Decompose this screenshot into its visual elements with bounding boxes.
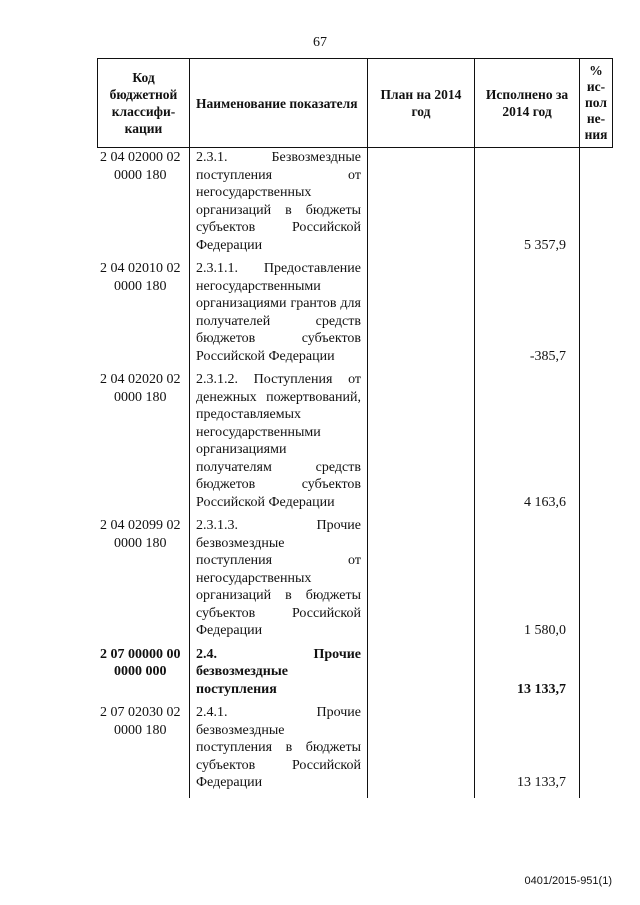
row-plan	[368, 260, 475, 371]
row-percent	[580, 371, 613, 517]
row-code: 2 04 02010 02 0000 180	[100, 261, 181, 294]
header-percent: % ис-пол не-ния	[580, 59, 613, 148]
row-percent	[580, 517, 613, 646]
document-code: 0401/2015-951(1)	[524, 875, 612, 887]
row-name: 2.3.1.3. Прочие безвозмездные поступления от негосударственных организаций в бюджеты субъектов Российской Федерации	[190, 517, 368, 646]
table-row	[98, 260, 613, 371]
row-name: 2.3.1. Безвозмездные поступления от негосударственных организаций в бюджеты субъектов Российской Федерации	[190, 148, 368, 261]
row-name: 2.4.1. Прочие безвозмездные поступления в бюджеты субъектов Российской Федерации	[190, 704, 368, 798]
row-plan	[368, 704, 475, 798]
row-code: 2 07 00000 00 0000 000	[100, 646, 181, 679]
row-percent	[580, 260, 613, 371]
row-percent	[580, 646, 613, 705]
row-name: 2.4. Прочие безвозмездные поступления	[190, 646, 368, 705]
header-code: Код бюджетной классифи-кации	[98, 59, 190, 148]
row-code: 2 07 02030 02 0000 180	[100, 705, 181, 738]
row-executed: 13 133,7	[475, 704, 580, 798]
table-row	[98, 517, 613, 646]
row-code: 2 04 02099 02 0000 180	[100, 518, 181, 551]
table-row	[98, 371, 613, 517]
row-plan	[368, 148, 475, 261]
row-code: 2 04 02020 02 0000 180	[100, 372, 181, 405]
header-plan: План на 2014 год	[368, 59, 475, 148]
row-plan	[368, 371, 475, 517]
row-executed: 4 163,6	[475, 371, 580, 517]
table-row	[98, 704, 613, 798]
table-row	[98, 148, 613, 261]
row-executed: -385,7	[475, 260, 580, 371]
row-name: 2.3.1.2. Поступления от денежных пожертвований, предоставляемых негосударственными организациями получателям средств бюджетов субъектов Российской Федерации	[190, 371, 368, 517]
row-plan	[368, 517, 475, 646]
budget-table	[97, 58, 613, 798]
row-executed: 5 357,9	[475, 148, 580, 261]
page-number: 67	[313, 35, 327, 50]
row-executed: 13 133,7	[475, 646, 580, 705]
row-code: 2 04 02000 02 0000 180	[100, 150, 181, 183]
header-name: Наименование показателя	[190, 59, 368, 148]
table-header-row	[98, 59, 613, 148]
row-plan	[368, 646, 475, 705]
row-name: 2.3.1.1. Предоставление негосударственными организациями грантов для получателей средств бюджетов субъектов Российской Федерации	[190, 260, 368, 371]
row-percent	[580, 148, 613, 261]
row-percent	[580, 704, 613, 798]
table-row-subtotal	[98, 646, 613, 705]
header-executed: Исполнено за 2014 год	[475, 59, 580, 148]
row-executed: 1 580,0	[475, 517, 580, 646]
